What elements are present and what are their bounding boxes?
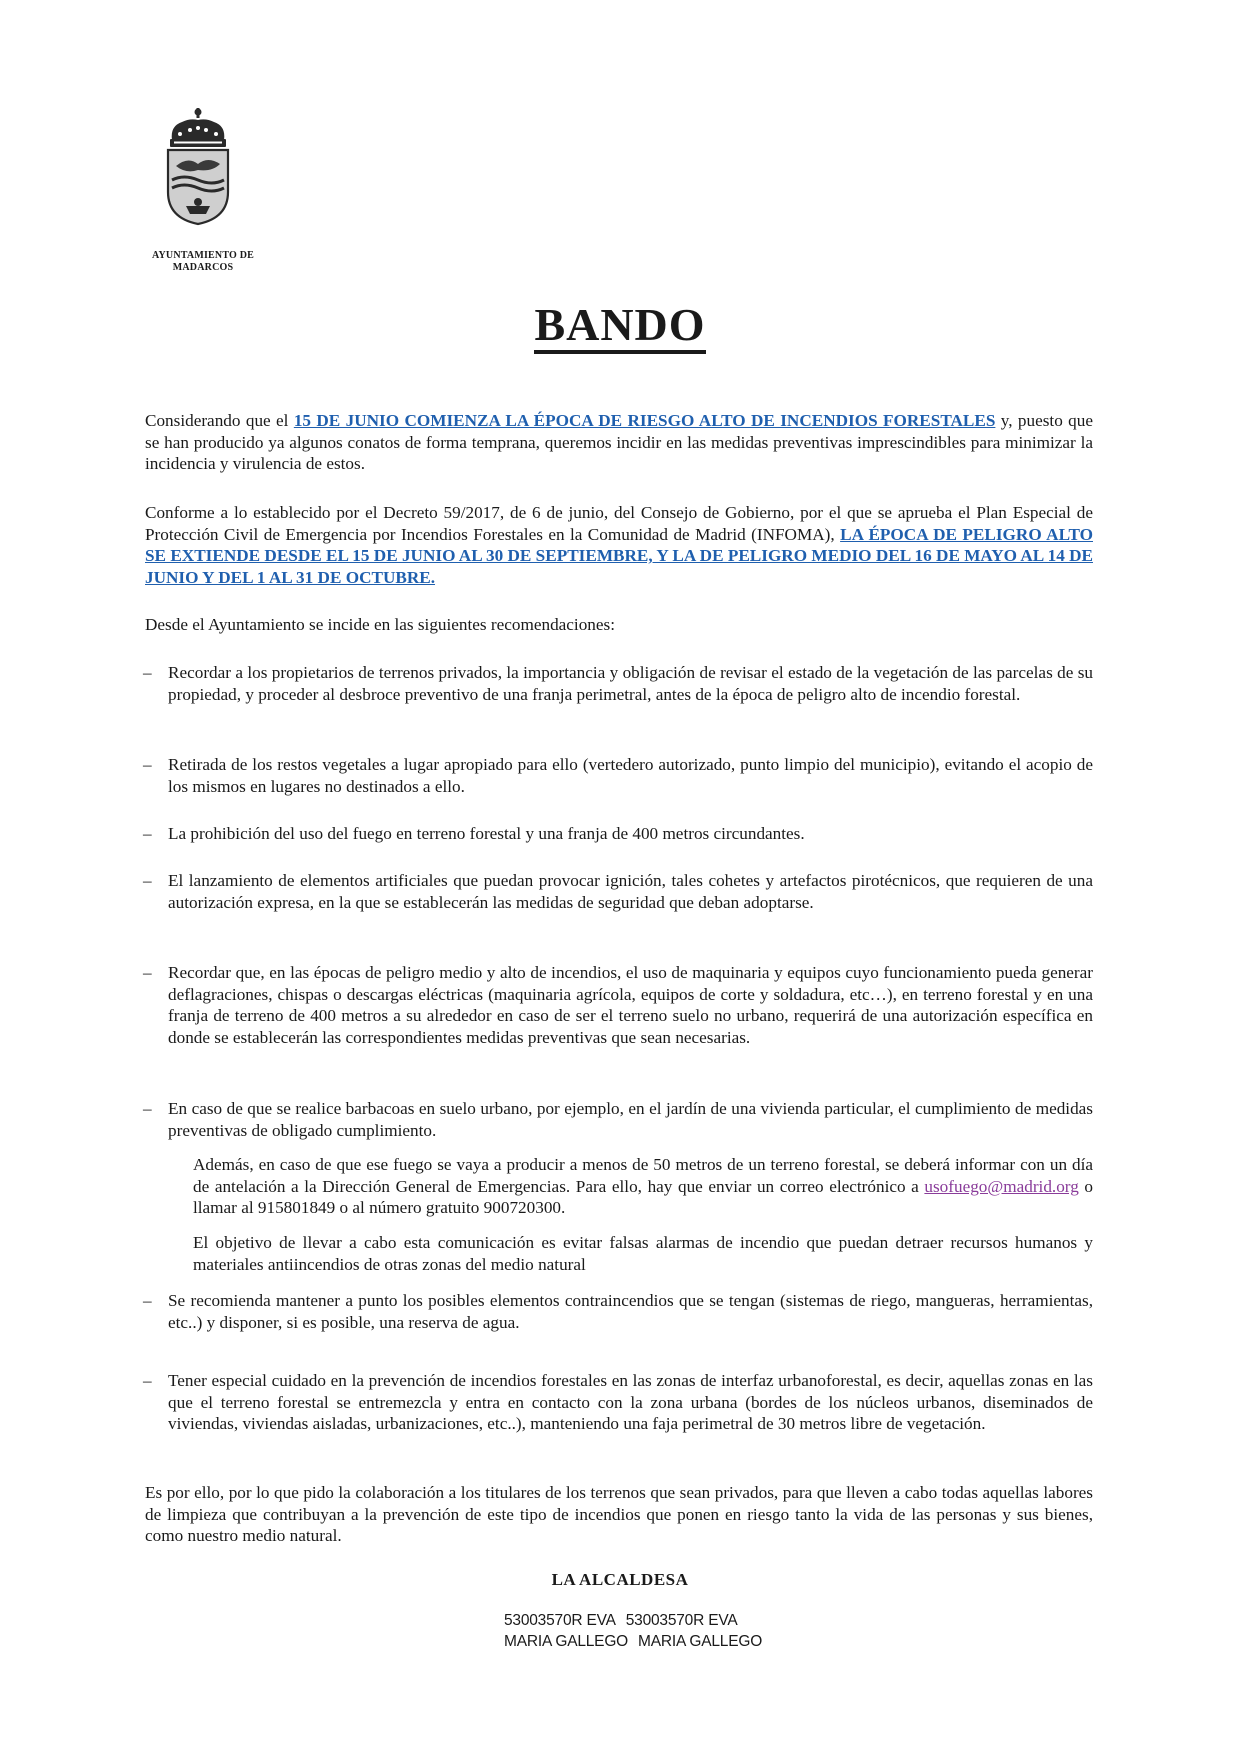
list-item (143, 1098, 1093, 1141)
signature-line-1 (504, 1610, 804, 1631)
bullet-dash: – (143, 1371, 152, 1390)
sub-1-text-a: Además, en caso de que ese fuego se vaya a producir a menos de 50 metros de un terreno forestal, se deberá informar con un día de antelación a la Dirección General de Emergencias. Para ello, hay que enviar un correo electrónico a (193, 1155, 1093, 1196)
intro-paragraph-1 (145, 410, 1093, 475)
list-item (143, 662, 1093, 705)
list-item (143, 1290, 1093, 1333)
list-item-text: El lanzamiento de elementos artificiales que puedan provocar ignición, tales cohetes y artefactos pirotécnicos, que requieren de una autorización expresa, en la que se establecerán las medidas de seguridad que deban adoptarse. (168, 871, 1093, 912)
list-item (143, 754, 1093, 797)
signature-name-2: MARIA GALLEGO (638, 1633, 763, 1650)
intro-1-highlight: 15 DE JUNIO COMIENZA LA ÉPOCA DE RIESGO ALTO DE INCENDIOS FORESTALES (293, 411, 996, 430)
list-item (143, 870, 1093, 913)
intro-1-text-a: Considerando que el (145, 411, 294, 430)
document-title (0, 298, 1240, 354)
council-line-1: AYUNTAMIENTO DE (152, 250, 254, 261)
bullet-dash: – (143, 663, 152, 682)
intro-2-text-a: Conforme a lo establecido por el Decreto 59/2017, de 6 de junio, del Consejo de Gobierno, por el que se aprueba el Plan Especial de Protección Civil de Emergencia por Incendios Forestales en la Comunidad de Madrid (INFOMA), (145, 503, 1093, 544)
bullet-dash: – (143, 824, 152, 843)
bullet-dash: – (143, 1291, 152, 1310)
sub-paragraph-purpose: El objetivo de llevar a cabo esta comunicación es evitar falsas alarmas de incendio que puedan detraer recursos humanos y materiales antiincendios de otras zonas del medio natural (193, 1233, 1093, 1274)
list-item-text: La prohibición del uso del fuego en terreno forestal y una franja de 400 metros circundantes. (168, 824, 805, 843)
signature-id-2: 53003570R EVA (625, 1612, 738, 1629)
coat-of-arms-icon (160, 106, 236, 226)
sub-paragraph-notification (193, 1154, 1093, 1219)
list-item-text: Tener especial cuidado en la prevención de incendios forestales en las zonas de interfaz urbanoforestal, es decir, aquellas zonas en las que el terreno forestal se entremezcla y entra en contacto con la zona urbana (bordes de los núcleos urbanos, diseminados de viviendas, viviendas aisladas, urbanizaciones, etc..), manteniendo una faja perimetral de 30 metros libre de vegetación. (168, 1371, 1093, 1433)
sub-1-text-b: o llamar al 915801849 o al número gratuito 900720300. (193, 1176, 1094, 1217)
list-item (143, 1370, 1093, 1435)
list-item-text: Se recomienda mantener a punto los posibles elementos contraincendios que se tengan (sistemas de riego, mangueras, herramientas, etc..) y disponer, si es posible, una reserva de agua. (168, 1291, 1093, 1332)
list-item-text: Recordar a los propietarios de terrenos privados, la importancia y obligación de revisar el estado de la vegetación de las parcelas de su propiedad, y proceder al desbroce preventivo de una franja perimetral, antes de la época de peligro alto de incendio forestal. (168, 663, 1093, 704)
bullet-dash: – (143, 963, 152, 982)
council-line-2: MADARCOS (172, 262, 234, 273)
intro-paragraph-3: Desde el Ayuntamiento se incide en las siguientes recomendaciones: (145, 615, 615, 634)
intro-paragraph-2 (145, 502, 1093, 588)
signature-id-1: 53003570R EVA (504, 1612, 616, 1629)
signature-line-2 (504, 1631, 804, 1652)
signature-name-1: MARIA GALLEGO (504, 1633, 629, 1650)
bullet-dash: – (143, 871, 152, 890)
list-item-text: En caso de que se realice barbacoas en suelo urbano, por ejemplo, en el jardín de una vivienda particular, el cumplimiento de medidas preventivas de obligado cumplimiento. (168, 1099, 1093, 1140)
list-item (143, 962, 1093, 1048)
bullet-dash: – (143, 1099, 152, 1118)
list-item (143, 823, 1093, 845)
email-link[interactable]: usofuego@madrid.org (924, 1176, 1079, 1196)
list-item-text: Retirada de los restos vegetales a lugar apropiado para ello (vertedero autorizado, punto limpio del municipio), evitando el acopio de los mismos en lugares no destinados a ello. (168, 755, 1093, 796)
bullet-dash: – (143, 755, 152, 774)
closing-paragraph: Es por ello, por lo que pido la colaboración a los titulares de los terrenos que sean privados, para que lleven a cabo todas aquellas labores de limpieza que contribuyan a la prevención de este tipo de incendios que ponen en riesgo tanto la vida de las personas y sus bienes, como nuestro medio natural. (145, 1483, 1093, 1545)
signer-role: LA ALCALDESA (551, 1570, 689, 1589)
intro-2-highlight: LA ÉPOCA DE PELIGRO ALTO SE EXTIENDE DESDE EL 15 DE JUNIO AL 30 DE SEPTIEMBRE, Y LA DE PELIGRO MEDIO DEL 16 DE MAYO AL 14 DE JUNIO Y DEL 1 AL 31 DE OCTUBRE. (145, 524, 1093, 587)
document-title-text: BANDO (534, 300, 705, 354)
intro-1-text-b: y, puesto que se han producido ya algunos conatos de forma temprana, queremos incidir en las medidas preventivas imprescindibles para minimizar la incidencia y virulencia de estos. (145, 411, 1093, 473)
council-name (140, 250, 266, 274)
list-item-text: Recordar que, en las épocas de peligro medio y alto de incendios, el uso de maquinaria y equipos cuyo funcionamiento pueda generar deflagraciones, chispas o descargas eléctricas (maquinaria agrícola, equipos de corte y soldadura, etc…), en terreno forestal y en una franja de terreno de 400 metros a su alrededor en caso de ser el terreno suelo no urbano, requerirá de una autorización específica en donde se establecerán las correspondientes medidas preventivas que sean necesarias. (168, 963, 1093, 1047)
